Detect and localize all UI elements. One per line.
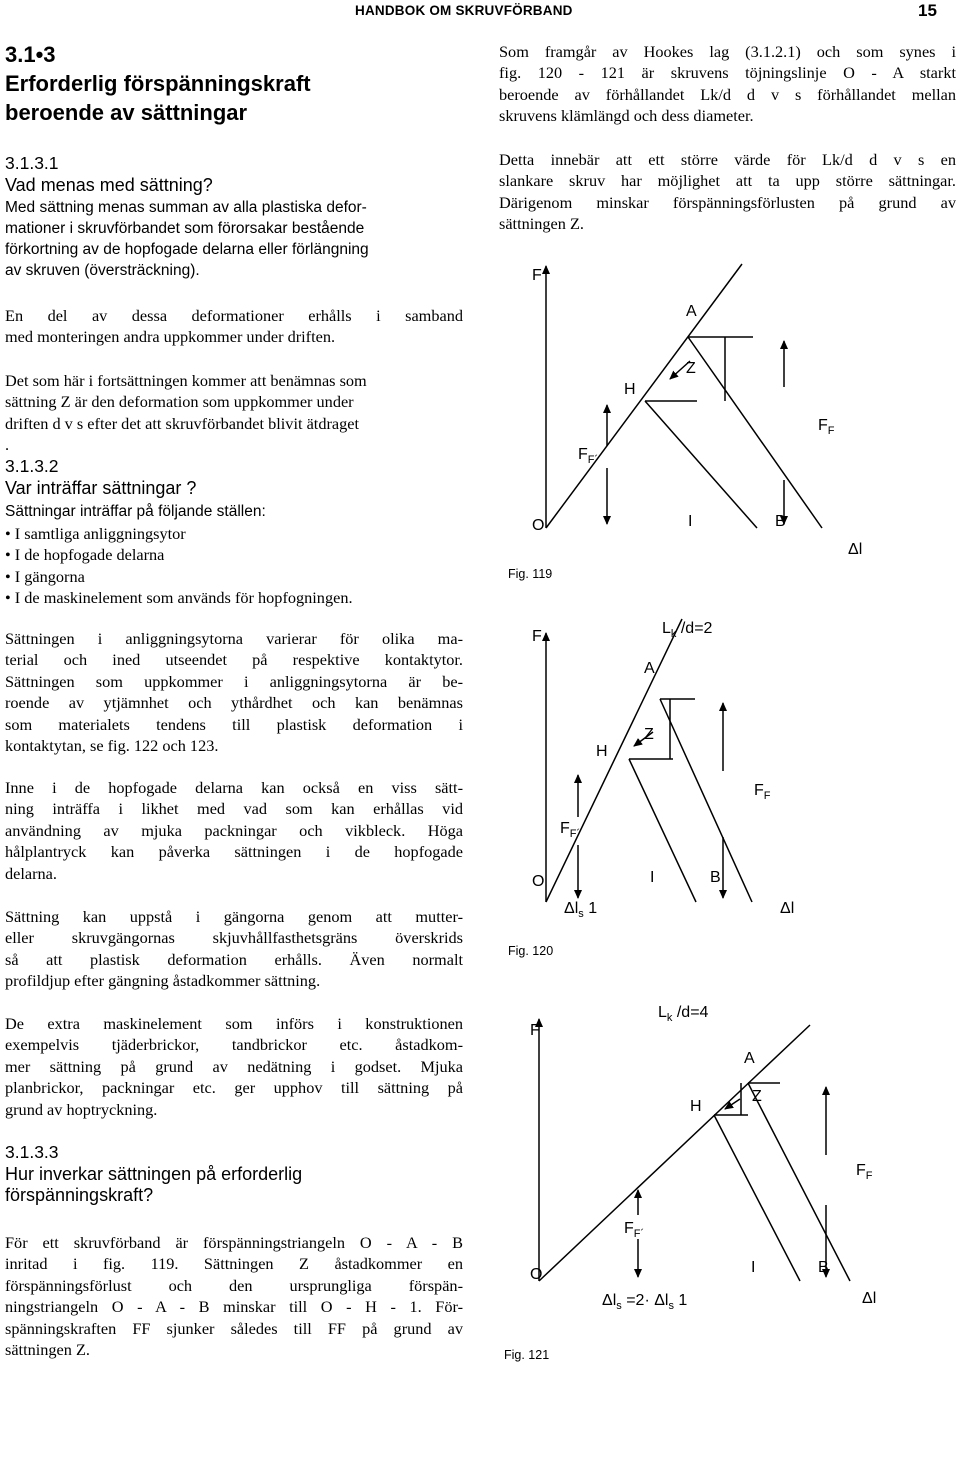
paragraph-threads (5, 906, 463, 992)
label-o: O (532, 873, 545, 890)
paragraph-joined-parts (5, 777, 463, 884)
page-number: 15 (918, 1, 937, 20)
label-h: H (624, 381, 636, 398)
text-line: ningstriangeln O - A - B minskar till O - H - 1. För- (5, 1297, 463, 1317)
text-line: Inne i de hopfogade delarna kan också en viss sätt- (5, 778, 463, 797)
subsection-3-1-3-3 (5, 1142, 302, 1207)
figure-caption: Fig. 121 (504, 1348, 550, 1362)
paragraph-preload-triangle (5, 1232, 463, 1360)
text-line: De extra maskinelement som införs i konstruktionen (5, 1014, 463, 1033)
label-b: B (775, 513, 786, 530)
text-line: Som framgår av Hookes lag (3.1.2.1) och som synes i (499, 42, 956, 61)
figure-caption: Fig. 119 (508, 567, 553, 581)
text-line: roende av ytjämnhet och ythårdhet och kan benämnas (5, 693, 463, 713)
text-line: inritad i fig. 119. Sättningen Z åstadkommer en (5, 1254, 463, 1274)
locations-intro: Sättningar inträffar på följande ställen: (5, 503, 266, 520)
text-line: grund av hoptryckning. (5, 1099, 158, 1119)
label-delta-ls: $\Delta l_s$ 1 (564, 900, 598, 920)
label-f: F (532, 267, 542, 284)
text-line: som materialets tendens till plastisk deformation i (5, 714, 463, 734)
text-line: spänningskraften FF sjunker således till FF på grund av (5, 1318, 463, 1338)
text-line: av skruven (översträckning). (5, 262, 200, 279)
label-ff-prime: $F_{F´}$ (578, 446, 599, 466)
label-o: O (532, 517, 545, 534)
label-delta-ls: $\Delta l_s =2\cdot \Delta l_s$ 1 (602, 1292, 688, 1312)
subsection-title: Hur inverkar sättningen på erforderlig (5, 1163, 303, 1184)
label-lk-d-ratio: $L_k$ /d=2 (662, 620, 713, 640)
text-line: Sättningen som uppkommer i anliggningsytorna är be- (5, 671, 463, 691)
text-line: För ett skruvförband är förspänningstriangeln O - A - B (5, 1233, 463, 1252)
label-i: I (751, 1259, 756, 1276)
text-line: mationer i skruvförbandet som förorsakar bestående (5, 220, 365, 237)
list-item: • I de maskinelement som används för hopfogningen. (5, 588, 353, 608)
text-line: mer sättning på grund av nedätning i godset. Mjuka (5, 1056, 463, 1076)
text-line: eller skruvgängornas skjuvhållfasthetsgräns överskrids (5, 928, 463, 948)
text-line: planbrickor, packningar etc. ger upphov till sättning på (5, 1078, 463, 1098)
label-ff: $F_F$ (856, 1162, 873, 1182)
label-a: A (686, 303, 697, 320)
label-ff: $F_F$ (818, 417, 835, 437)
label-h: H (596, 743, 608, 760)
strain-line-oa (546, 264, 742, 528)
text-line: hålplantryck kan påverka sättningen i de hopfogade (5, 842, 463, 862)
clamped-line-ab (748, 1083, 850, 1281)
text-line: sättningen Z. (499, 214, 585, 234)
text-line: Sättning kan uppstå i gängorna genom att mutter- (5, 907, 463, 926)
label-ff-prime: $F_{F´}$ (624, 1220, 645, 1240)
paragraph-slender-bolt (499, 149, 956, 235)
label-delta-l: Δl (780, 900, 795, 917)
label-z: Z (752, 1088, 762, 1105)
text-line: förspänningsförlust och den ursprungliga förspän- (5, 1275, 463, 1295)
clamped-line-hi (645, 401, 757, 528)
text-line: . (5, 435, 10, 455)
label-ff: $F_F$ (754, 782, 771, 802)
paragraph-deformations (5, 305, 463, 348)
text-line: sättning Z är den deformation som uppkommer under (5, 392, 354, 412)
label-delta-l: Δl (862, 1290, 877, 1307)
section-heading (5, 40, 311, 127)
text-line: En del av dessa deformationer erhålls i samband (5, 306, 463, 325)
text-line: användning av mjuka packningar och vikbleck. Höga (5, 820, 463, 840)
label-ff-prime: $F_{F´}$ (560, 820, 581, 840)
list-item: • I gängorna (5, 566, 85, 586)
subsection-title: förspänningskraft? (5, 1185, 154, 1205)
label-o: O (530, 1266, 543, 1283)
text-line: så att plastisk deformation erhålls. Även normalt (5, 949, 463, 969)
subsection-number: 3.1.3.3 (5, 1142, 59, 1162)
label-f: F (532, 628, 542, 645)
figure-119 (490, 250, 960, 590)
text-line: kontaktytan, se fig. 122 och 123. (5, 736, 219, 756)
text-line: delarna. (5, 863, 57, 883)
strain-line-oa (539, 1025, 810, 1281)
text-line: skruvens klämlängd och dess diameter. (499, 106, 754, 126)
section-heading-line: beroende av sättningar (5, 100, 248, 125)
subsection-title: Vad menas med sättning? (5, 174, 213, 195)
clamped-line-ab (688, 337, 822, 528)
text-line: förkortning av de hopfogade delarna eller förlängning (5, 241, 369, 258)
subsection-3-1-3-2 (5, 456, 196, 499)
paragraph-machine-elements (5, 1013, 463, 1120)
locations-list (5, 523, 353, 609)
running-header: HANDBOK OM SKRUVFÖRBAND (355, 3, 573, 18)
text-line: profildjup efter gängning åstadkommer sättning. (5, 971, 321, 991)
text-line: Därigenom minskar förspänningsförlusten på grund av (499, 192, 956, 212)
label-h: H (690, 1098, 702, 1115)
text-line: driften d v s efter det att skruvförbandet blivit ätdraget (5, 413, 359, 433)
text-line: Sättningen i anliggningsytorna varierar för olika ma- (5, 629, 463, 648)
subsection-number: 3.1.3.2 (5, 456, 59, 476)
text-line: sättningen Z. (5, 1340, 91, 1360)
text-line: beroende av förhållandet Lk/d d v s förhållandet mellan (499, 84, 956, 104)
subsection-3-1-3-1 (5, 153, 213, 196)
label-delta-l: Δl (848, 541, 863, 558)
list-item: • I samtliga anliggningsytor (5, 524, 186, 543)
figure-120 (490, 605, 960, 965)
clamped-line-hi (629, 759, 696, 902)
text-line: terial och ined utseendet på respektive kontaktytor. (5, 650, 463, 670)
text-line: fig. 120 - 121 är skruvens töjningslinje O - A starkt (499, 63, 956, 83)
text-line: exempelvis tjäderbrickor, tandbrickor etc. åstadkom- (5, 1035, 463, 1055)
text-line: slankare skruv har möjlighet att ta upp större sättningar. (499, 171, 956, 191)
text-line: Det som här i fortsättningen kommer att benämnas som (5, 371, 367, 390)
subsection-number: 3.1.3.1 (5, 153, 59, 173)
paragraph-sattning-z (5, 370, 463, 456)
text-line: ning inträffa i likhet med vad som kan erhållas vid (5, 799, 463, 819)
clamped-line-hi (714, 1115, 800, 1281)
section-heading-line: Erforderlig förspänningskraft (5, 71, 311, 96)
figure-caption: Fig. 120 (508, 944, 554, 958)
label-a: A (744, 1050, 755, 1067)
label-i: I (688, 513, 693, 530)
list-item: • I de hopfogade delarna (5, 545, 165, 565)
text-line: Detta innebär att ett större värde för Lk/d d v s en (499, 150, 956, 169)
text-line: Med sättning menas summan av alla plastiska defor- (5, 199, 367, 216)
subsection-title: Var inträffar sättningar ? (5, 477, 197, 498)
section-heading-line: 3.1•3 (5, 42, 56, 67)
label-z: Z (644, 726, 654, 743)
text-line: med monteringen andra uppkommer under driften. (5, 327, 336, 347)
paragraph-hookes-law (499, 41, 956, 127)
paragraph-contact-surfaces (5, 628, 463, 756)
label-i: I (650, 869, 655, 886)
label-b: B (710, 869, 721, 886)
label-b: B (818, 1259, 829, 1276)
sattning-definition (5, 197, 445, 281)
strain-line-oa (546, 619, 682, 902)
clamped-line-ab (660, 699, 752, 902)
figure-121 (490, 995, 960, 1365)
label-z: Z (686, 360, 696, 377)
label-lk-d-ratio: $L_k$ /d=4 (658, 1004, 709, 1024)
label-f: F (530, 1022, 540, 1039)
label-a: A (644, 660, 655, 677)
